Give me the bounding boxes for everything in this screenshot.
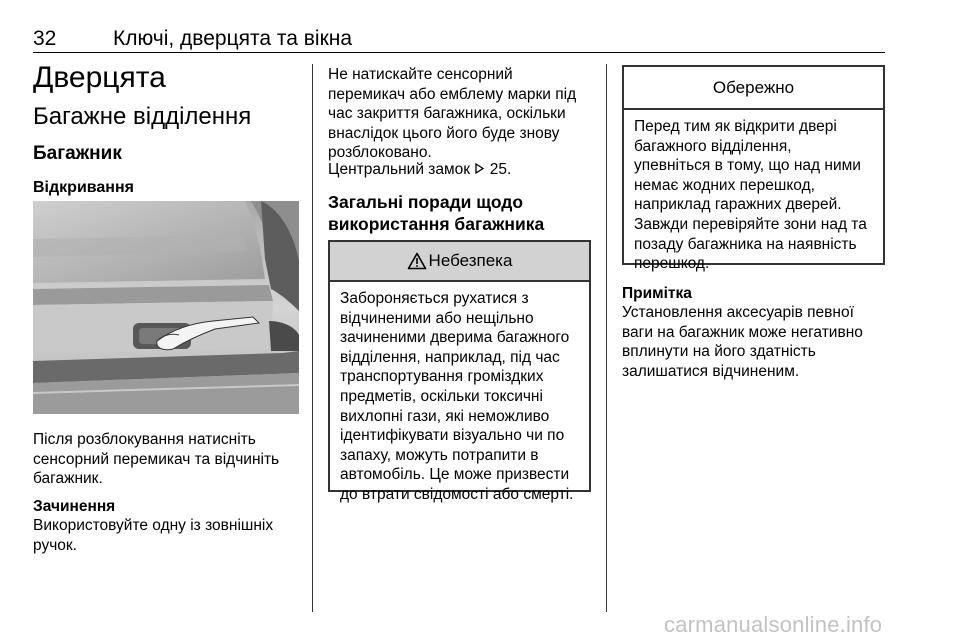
column-divider <box>312 64 313 612</box>
central-lock-page: 25. <box>489 161 512 178</box>
header-rule <box>33 52 885 53</box>
danger-header <box>330 242 589 282</box>
caution-header <box>624 67 883 110</box>
sensor-warning-text: Не натискайте сенсорний перемикач або емблему марки під час закриття багажника, оскільки внаслідок цього його буде знову розблоковано. <box>328 66 577 162</box>
danger-title: Небезпека <box>428 251 513 270</box>
trunk-opening-illustration <box>33 201 299 414</box>
note-heading: Примітка <box>622 285 692 302</box>
watermark: carmanualsonline.info <box>664 612 883 637</box>
closing-heading: Зачинення <box>33 498 116 515</box>
trunk-illustration-svg <box>33 201 299 414</box>
central-lock-label: Центральний замок <box>328 161 471 178</box>
caution-title: Обережно <box>712 77 795 97</box>
danger-box <box>328 240 591 503</box>
danger-text: Забороняється рухатися з відчиненими або нещільно зачиненими дверима багажного відділення, наприклад, під час транспортування громіздких предметів, оскільки токсичні вихлопні гази, які неможливо ідентифікувати візуально чи по запаху, можуть потрапити в автомобіль. Це може призвести до втрати свідомості або смерті. <box>340 290 574 503</box>
trunk-heading: Багажник <box>33 143 122 164</box>
note-text: Установлення аксесуарів певної ваги на багажник може негативно вплинути на його здатність залишатися відчиненим. <box>622 304 863 380</box>
section-title: Дверцята <box>33 61 166 94</box>
page-reference-arrow-icon <box>474 161 489 178</box>
warning-triangle-icon <box>407 252 427 270</box>
page-number: 32 <box>33 27 57 50</box>
caution-box <box>622 65 885 273</box>
subsection-title: Багажне відділення <box>33 103 252 130</box>
opening-heading: Відкривання <box>33 179 134 196</box>
opening-instructions: Після розблокування натисніть сенсорний перемикач та відчиніть багажник. <box>33 431 280 488</box>
closing-instructions: Використовуйте одну із зовнішніх ручок. <box>33 517 274 554</box>
column-divider <box>606 64 607 612</box>
central-lock-reference <box>328 160 511 180</box>
running-title: Ключі, дверцята та вікна <box>113 27 353 50</box>
caution-text: Перед тим як відкрити двері багажного відділення, упевніться в тому, що над ними немає жодних перешкод, наприклад гаражних дверей. Завжди перевіряйте зони над та позаду багажника на наявність перешкод. <box>634 118 867 273</box>
general-tips-heading: Загальні поради щодо використання багажника <box>328 192 545 234</box>
